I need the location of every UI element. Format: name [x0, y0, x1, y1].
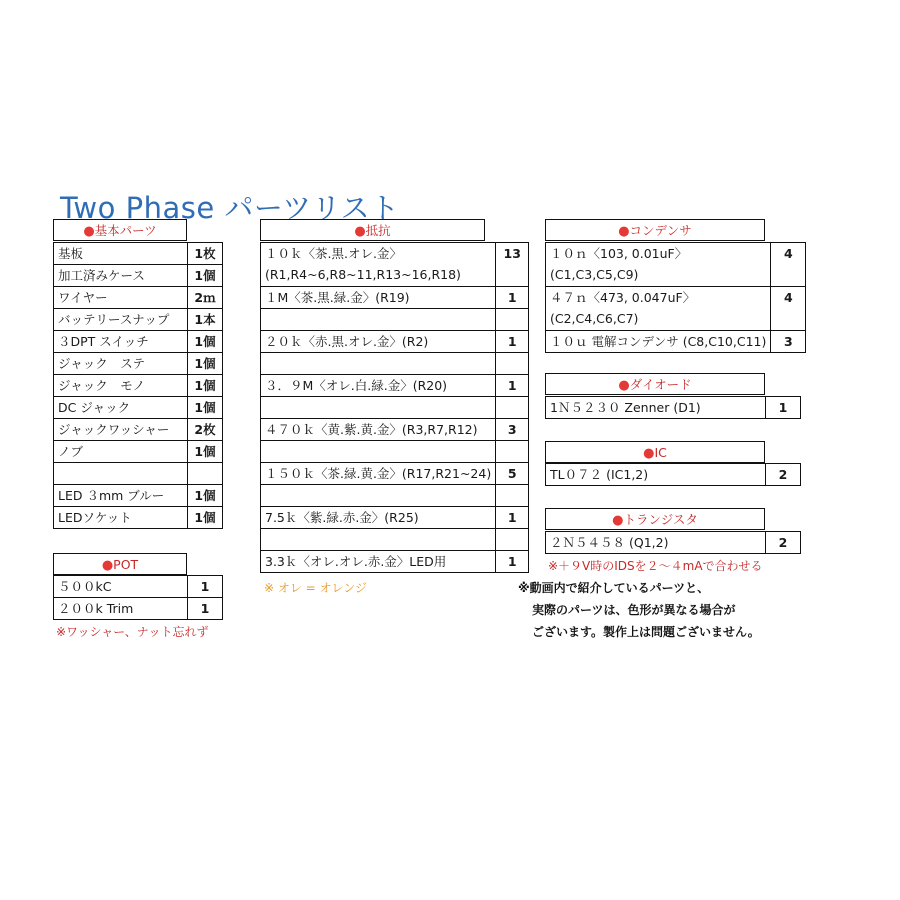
table-row: [546, 287, 806, 331]
table-row: [261, 243, 529, 287]
part-name-line-1: １０ｕ 電解コンデンサ (C8,C10,C11): [550, 334, 767, 349]
part-name: 基板: [54, 243, 188, 265]
part-name: [261, 375, 496, 397]
part-name: [261, 507, 496, 529]
part-quantity: 1: [766, 397, 801, 419]
part-quantity: 2: [766, 532, 801, 554]
basic-parts-table: [53, 242, 223, 529]
part-name: [261, 397, 496, 419]
part-name-line-1: ４７ｎ〈473, 0.047uF〉: [550, 290, 696, 305]
part-quantity: 5: [496, 463, 529, 485]
table-row: [261, 507, 529, 529]
table-row: [546, 397, 801, 419]
part-name: TL０７２ (IC1,2): [546, 464, 766, 486]
table-row: [261, 551, 529, 573]
part-name: ワイヤー: [54, 287, 188, 309]
resistor-note: ※ オレ = オレンジ: [264, 581, 367, 595]
part-name: [261, 287, 496, 309]
part-quantity: 13: [496, 243, 529, 287]
part-quantity: 1個: [188, 441, 223, 463]
part-name: [546, 243, 771, 287]
part-name: [261, 331, 496, 353]
transistor-header: [545, 508, 765, 530]
table-row: [54, 375, 223, 397]
footer-note-line-3: ございます。製作上は問題ございません。: [532, 625, 760, 639]
part-quantity: 1個: [188, 485, 223, 507]
part-quantity: 2ｍ: [188, 287, 223, 309]
resistor-table: [260, 242, 529, 573]
part-name: ２００k Trim: [54, 598, 188, 620]
part-name-line-1: １０ｎ〈103, 0.01uF〉: [550, 246, 688, 261]
part-quantity: 2枚: [188, 419, 223, 441]
capacitor-header: [545, 219, 765, 241]
part-quantity: 1個: [188, 375, 223, 397]
part-quantity: 3: [496, 419, 529, 441]
part-quantity: [188, 463, 223, 485]
table-row: [54, 287, 223, 309]
diode-table: [545, 396, 801, 419]
part-name-line-1: ４７０ｋ〈黄.紫.黄.金〉(R3,R7,R12): [265, 422, 478, 437]
table-row: [261, 529, 529, 551]
part-name-line-1: ２０ｋ〈赤.黒.オレ.金〉(R2): [265, 334, 429, 349]
part-name: ジャックワッシャー: [54, 419, 188, 441]
part-quantity: 1: [496, 287, 529, 309]
part-quantity: 1枚: [188, 243, 223, 265]
footer-note-line-1: ※動画内で紹介しているパーツと、: [518, 581, 710, 595]
part-quantity: [496, 309, 529, 331]
part-name-line-2: (C2,C4,C6,C7): [550, 311, 639, 326]
transistor-header-label: トランジスタ: [623, 512, 698, 527]
part-quantity: 1個: [188, 353, 223, 375]
part-name: [546, 287, 771, 331]
part-quantity: 1本: [188, 309, 223, 331]
part-name: [261, 353, 496, 375]
part-name: LED ３mm ブルー: [54, 485, 188, 507]
part-quantity: 3: [771, 331, 806, 353]
table-row: [546, 464, 801, 486]
part-name-line-1: １５０ｋ〈茶.緑.黄.金〉(R17,R21~24): [265, 466, 492, 481]
part-quantity: 4: [771, 287, 806, 331]
part-name: ３DPT スイッチ: [54, 331, 188, 353]
capacitor-header-label: コンデンサ: [629, 223, 692, 238]
part-quantity: [496, 353, 529, 375]
table-row: [54, 397, 223, 419]
part-name-line-1: １０ｋ〈茶.黒.オレ.金〉: [265, 246, 402, 261]
part-quantity: [496, 529, 529, 551]
part-quantity: 1: [496, 331, 529, 353]
table-row: [54, 576, 223, 598]
table-row: [261, 463, 529, 485]
pot-note: ※ワッシャー、ナット忘れず: [56, 625, 209, 639]
part-quantity: 1個: [188, 397, 223, 419]
part-name: [261, 309, 496, 331]
part-name: [261, 485, 496, 507]
red-dot-icon: ●: [618, 378, 630, 393]
ic-header-label: IC: [654, 445, 667, 460]
table-row: [546, 532, 801, 554]
table-row: [54, 265, 223, 287]
table-row: [54, 331, 223, 353]
part-quantity: 1個: [188, 265, 223, 287]
part-quantity: 1: [496, 551, 529, 573]
table-row: [54, 419, 223, 441]
part-name-line-1: １M〈茶.黒.緑.金〉(R19): [265, 290, 410, 305]
red-dot-icon: ●: [643, 446, 655, 461]
table-row: [54, 353, 223, 375]
diode-header-label: ダイオード: [629, 377, 692, 392]
part-name-line-2: (R1,R4~6,R8~11,R13~16,R18): [265, 267, 461, 282]
table-row: [54, 507, 223, 529]
red-dot-icon: ●: [618, 224, 630, 239]
pot-header-label: POT: [113, 557, 139, 572]
red-dot-icon: ●: [612, 513, 624, 528]
pot-table: [53, 575, 223, 620]
part-name-line-2: (C1,C3,C5,C9): [550, 267, 639, 282]
part-name: LEDソケット: [54, 507, 188, 529]
table-row: [261, 397, 529, 419]
part-name: [261, 419, 496, 441]
part-name: [261, 529, 496, 551]
part-quantity: 1: [188, 598, 223, 620]
part-name: DC ジャック: [54, 397, 188, 419]
part-name: 1Ｎ５２３０ Zenner (D1): [546, 397, 766, 419]
part-name-line-1: 7.5ｋ〈紫.緑.赤.金〉(R25): [265, 510, 419, 525]
footer-note-line-2: 実際のパーツは、色形が異なる場合が: [532, 603, 736, 617]
part-quantity: 1個: [188, 331, 223, 353]
table-row: [54, 243, 223, 265]
resistor-header-label: 抵抗: [365, 223, 391, 238]
part-quantity: [496, 441, 529, 463]
basic-parts-header-label: 基本パーツ: [94, 223, 157, 238]
diode-header: [545, 373, 765, 395]
table-row: [261, 331, 529, 353]
transistor-table: [545, 531, 801, 554]
page-title: Two Phase パーツリスト: [60, 191, 400, 225]
part-name: [54, 463, 188, 485]
part-quantity: 1個: [188, 507, 223, 529]
red-dot-icon: ●: [83, 224, 95, 239]
table-row: [261, 287, 529, 309]
table-row: [54, 598, 223, 620]
red-dot-icon: ●: [101, 558, 114, 573]
part-name: [261, 441, 496, 463]
table-row: [54, 485, 223, 507]
resistor-header: [260, 219, 485, 241]
part-name: ２Ｎ５４５８ (Q1,2): [546, 532, 766, 554]
pot-header: [53, 553, 187, 575]
part-name: ジャック ステ: [54, 353, 188, 375]
part-quantity: 1: [188, 576, 223, 598]
part-name-line-1: 3.3ｋ〈オレ.オレ.赤.金〉LED用: [265, 554, 447, 569]
part-quantity: [496, 397, 529, 419]
part-quantity: 2: [766, 464, 801, 486]
transistor-note: ※＋９V時のIDSを２〜４mAで合わせる: [548, 559, 763, 573]
table-row: [54, 463, 223, 485]
part-name: バッテリースナップ: [54, 309, 188, 331]
part-name-line-1: ３．９M〈オレ.白.緑.金〉(R20): [265, 378, 448, 393]
capacitor-table: [545, 242, 806, 353]
part-name: 加工済みケース: [54, 265, 188, 287]
part-name: [261, 463, 496, 485]
part-name: [261, 551, 496, 573]
part-name: [546, 331, 771, 353]
ic-header: [545, 441, 765, 463]
table-row: [261, 441, 529, 463]
ic-table: [545, 463, 801, 486]
red-dot-icon: ●: [354, 224, 366, 239]
part-quantity: 1: [496, 375, 529, 397]
part-name: ５００kC: [54, 576, 188, 598]
table-row: [261, 375, 529, 397]
part-quantity: 1: [496, 507, 529, 529]
table-row: [261, 419, 529, 441]
part-name: ジャック モノ: [54, 375, 188, 397]
part-name: [261, 243, 496, 287]
table-row: [546, 331, 806, 353]
table-row: [546, 243, 806, 287]
table-row: [261, 353, 529, 375]
table-row: [261, 309, 529, 331]
part-quantity: [496, 485, 529, 507]
basic-parts-header: [53, 219, 187, 241]
part-name: ノブ: [54, 441, 188, 463]
table-row: [261, 485, 529, 507]
table-row: [54, 309, 223, 331]
part-quantity: 4: [771, 243, 806, 287]
table-row: [54, 441, 223, 463]
